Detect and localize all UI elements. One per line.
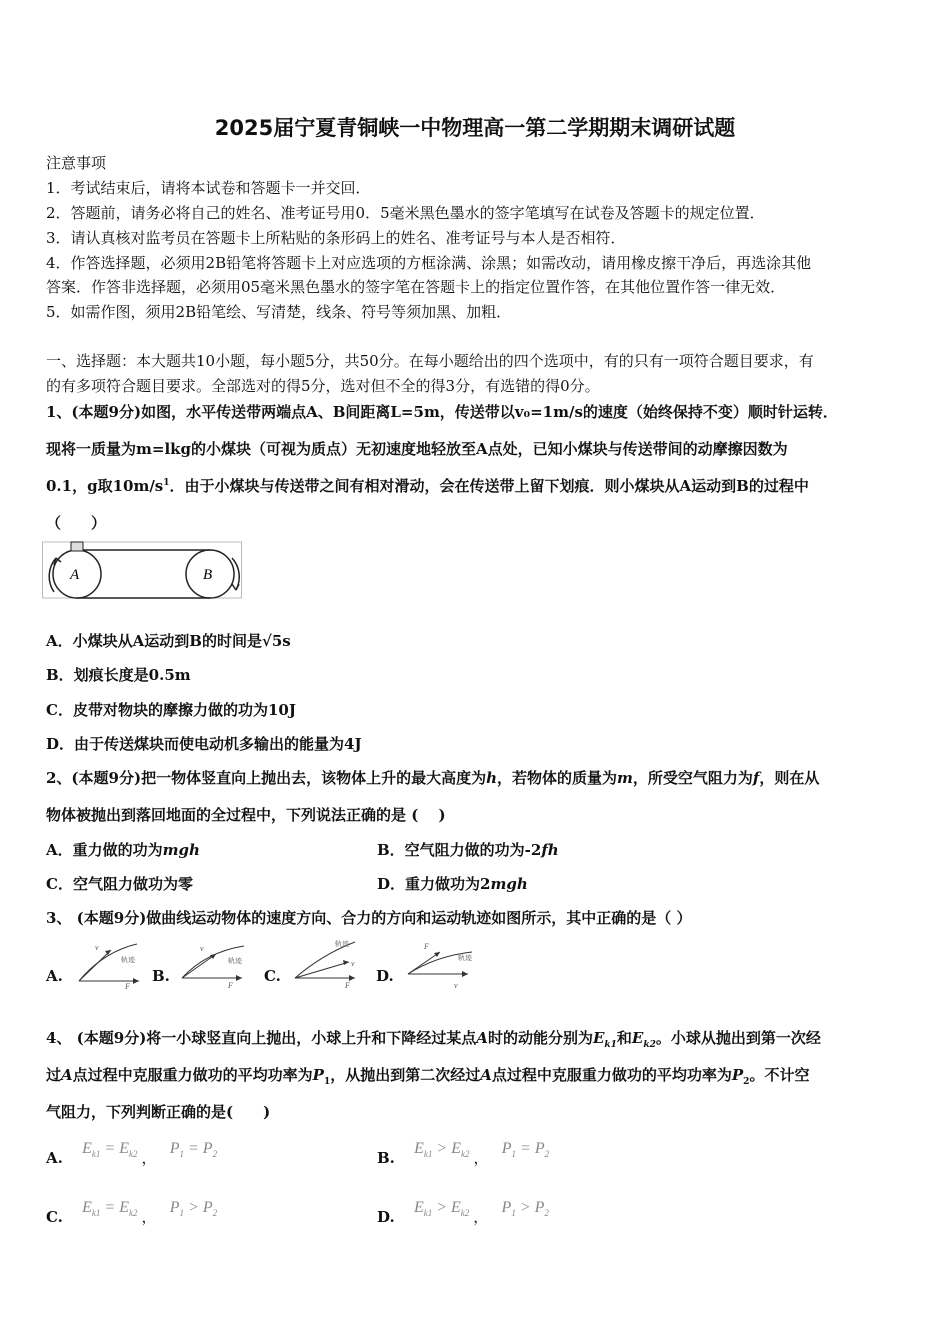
q1-option-d[interactable]: D．由于传送煤块而使电动机多输出的能量为4J bbox=[46, 735, 362, 753]
q4-stem: 过A点过程中克服重力做功的平均功率为$P_1$，从抛出到第二次经过A点过程中克服重力做功的平均功率为$P_2$。不计空 bbox=[46, 1066, 810, 1087]
coal-block bbox=[71, 542, 83, 551]
q2-option-a[interactable]: A．重力做的功为mgh bbox=[46, 841, 200, 859]
q3-option-b-label[interactable]: B. bbox=[152, 967, 170, 985]
label-a: A bbox=[70, 567, 80, 583]
svg-text:v: v bbox=[351, 959, 355, 968]
svg-text:F: F bbox=[345, 981, 350, 990]
q2-option-d[interactable]: D．重力做功为2mgh bbox=[377, 875, 528, 893]
q4-option-b[interactable]: B. $E_{k1} > E_{k2}$ ， $P_1 = P_2$ bbox=[377, 1140, 550, 1167]
notice-item: 答案．作答非选择题，必须用05毫米黑色墨水的签字笔在答题卡上的指定位置作答，在其他位置作答一律无效． bbox=[46, 278, 786, 296]
q1-stem: 0.1，g取$10m/s^1$．由于小煤块与传送带之间有相对滑动，会在传送带上留下划痕．则小煤块从A运动到B的过程中 bbox=[46, 477, 809, 495]
q1-stem: 现将一质量为m=lkg的小煤块（可视为质点）无初速度地轻放至A点处，已知小煤块与传送带间的动摩擦因数为 bbox=[46, 440, 788, 458]
page-title: 2025届宁夏青铜峡一中物理高一第二学期期末调研试题 bbox=[214, 116, 736, 140]
q3-figure-b[interactable] bbox=[176, 938, 251, 990]
svg-text:轨迹: 轨迹 bbox=[228, 957, 242, 965]
svg-text:轨迹: 轨迹 bbox=[335, 940, 349, 948]
q3-option-d-label[interactable]: D. bbox=[376, 967, 394, 985]
q1-answer-paren: （ ） bbox=[46, 514, 107, 532]
svg-text:v: v bbox=[95, 943, 99, 952]
conveyor-belt-figure bbox=[42, 540, 247, 602]
q1-option-a[interactable]: A．小煤块从A运动到B的时间是√5s bbox=[46, 632, 291, 650]
svg-text:轨迹: 轨迹 bbox=[121, 956, 135, 964]
q2-stem: 2、(本题9分)把一物体竖直向上抛出去，该物体上升的最大高度为h，若物体的质量为m，所受空气阻力为f，则在从 bbox=[46, 769, 820, 787]
q4-stem: 4、 (本题9分)将一小球竖直向上抛出，小球上升和下降经过某点A时的动能分别为$E_{k1}$和$E_{k2}$。小球从抛出到第一次经 bbox=[46, 1029, 821, 1050]
q4-option-c[interactable]: C. $E_{k1} = E_{k2}$ ， $P_1 > P_2$ bbox=[46, 1199, 218, 1226]
svg-text:v: v bbox=[454, 981, 458, 990]
svg-text:轨迹: 轨迹 bbox=[458, 954, 472, 962]
q4-option-a[interactable]: A. $E_{k1} = E_{k2}$ ， $P_1 = P_2$ bbox=[46, 1140, 218, 1167]
q1-stem: 1、(本题9分)如图，水平传送带两端点A、B间距离L=5m，传送带以v₀=1m/s的速度（始终保持不变）顺时针运转． bbox=[46, 403, 838, 421]
q3-figure-d[interactable] bbox=[402, 938, 482, 990]
label-b: B bbox=[203, 567, 213, 583]
notice-item: 5．如需作图，须用2B铅笔绘、写清楚，线条、符号等须加黑、加粗． bbox=[46, 303, 512, 321]
notice-item: 3．请认真核对监考员在答题卡上所粘贴的条形码上的姓名、准考证号与本人是否相符． bbox=[46, 229, 626, 247]
q3-option-c-label[interactable]: C. bbox=[264, 967, 281, 985]
notice-item: 2．答题前，请务必将自己的姓名、准考证号用0．5毫米黑色墨水的签字笔填写在试卷及答题卡的规定位置． bbox=[46, 204, 765, 222]
q3-figure-c[interactable] bbox=[289, 936, 364, 990]
q3-stem: 3、 (本题9分)做曲线运动物体的速度方向、合力的方向和运动轨迹如图所示，其中正确的是（ ） bbox=[46, 909, 692, 927]
notice-item: 4．作答选择题，必须用2B铅笔将答题卡上对应选项的方框涂满、涂黑；如需改动，请用橡皮擦干净后，再选涂其他 bbox=[46, 254, 812, 272]
section-intro: 的有多项符合题目要求。全部选对的得5分，选对但不全的得3分，有选错的得0分。 bbox=[46, 377, 600, 395]
notice-item: 1．考试结束后，请将本试卷和答题卡一并交回． bbox=[46, 179, 371, 197]
q2-option-b[interactable]: B．空气阻力做的功为-2fh bbox=[377, 841, 559, 859]
q4-stem: 气阻力，下列判断正确的是( ) bbox=[46, 1103, 271, 1121]
q1-option-c[interactable]: C．皮带对物块的摩擦力做的功为10J bbox=[46, 701, 296, 719]
svg-text:v: v bbox=[200, 944, 204, 953]
q3-option-a-label[interactable]: A. bbox=[46, 967, 63, 985]
section-intro: 一、选择题：本大题共10小题，每小题5分，共50分。在每小题给出的四个选项中，有的只有一项符合题目要求，有 bbox=[46, 352, 814, 370]
q4-option-d[interactable]: D. $E_{k1} > E_{k2}$ ， $P_1 > P_2$ bbox=[377, 1199, 549, 1226]
svg-text:F: F bbox=[424, 942, 429, 951]
svg-text:F: F bbox=[125, 982, 130, 990]
notice-heading: 注意事项 bbox=[46, 154, 107, 172]
q2-option-c[interactable]: C．空气阻力做功为零 bbox=[46, 875, 193, 893]
q3-figure-a[interactable] bbox=[73, 938, 148, 990]
svg-text:F: F bbox=[228, 981, 233, 990]
q2-stem: 物体被抛出到落回地面的全过程中，下列说法正确的是 ( ) bbox=[46, 806, 446, 824]
q1-option-b[interactable]: B．划痕长度是0.5m bbox=[46, 666, 191, 684]
